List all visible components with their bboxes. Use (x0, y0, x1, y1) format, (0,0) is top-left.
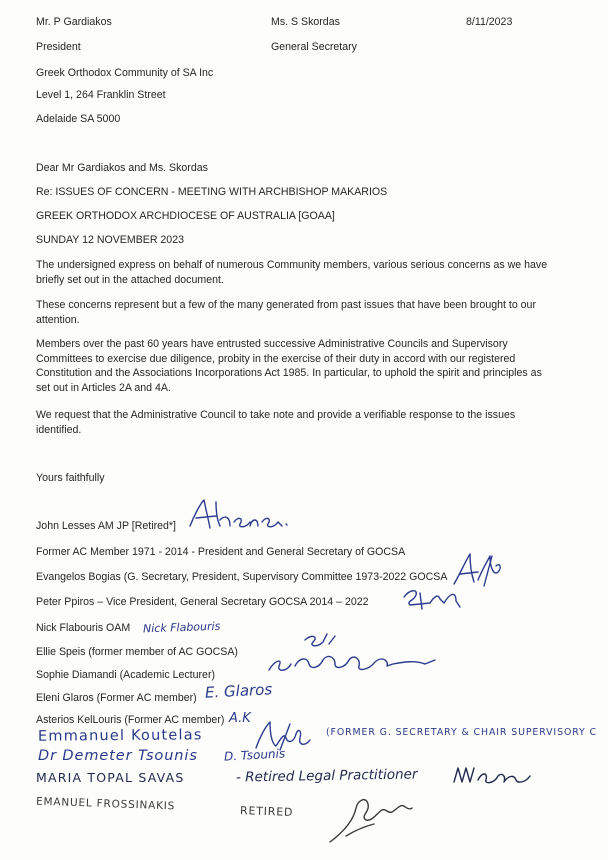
signatory-line: Asterios KelLouris (Former AC member) (36, 714, 225, 726)
signature-tsounis: D. Tsounis (223, 746, 286, 764)
signatory-line: Sophie Diamandi (Academic Lecturer) (36, 669, 215, 681)
sender-name: Mr. P Gardiakos (36, 16, 112, 28)
signature-kelouris: A.K (229, 711, 251, 726)
handwritten-note: - Retired Legal Practitioner (235, 766, 418, 786)
handwritten-name: EMANUEL FROSSINAKIS (35, 795, 176, 813)
signature-flabouris: Nick Flabouris (142, 619, 221, 636)
body-paragraph: We request that the Administrative Council to take note and provide a verifiable response to the issues identified. (36, 409, 516, 436)
body-paragraph: These concerns represent but a few of the many generated from past issues that have been brought to our attention. (36, 299, 536, 326)
signatory-line: Eleni Glaros (Former AC member) (36, 692, 197, 704)
address-line: Adelaide SA 5000 (36, 113, 121, 125)
signatory-line: Evangelos Bogias (G. Secretary, President, Supervisory Committee 1973-2022 GOCSA (36, 571, 448, 583)
signature-speis-diamandi (265, 630, 445, 680)
letter-date: 8/11/2023 (466, 16, 513, 28)
signatory-line: Ellie Speis (former member of AC GOCSA) (36, 646, 238, 658)
subject-line: Re: ISSUES OF CONCERN - MEETING WITH ARCHBISHOP MAKARIOS (36, 186, 388, 198)
handwritten-name: MARIA TOPAL SAVAS (36, 770, 185, 785)
secretary-title: General Secretary (271, 41, 357, 53)
signature-lesses (186, 496, 296, 536)
subject-line: GREEK ORTHODOX ARCHDIOCESE OF AUSTRALIA [GOAA] (36, 210, 335, 222)
signatory-line: John Lesses AM JP [Retired*] (36, 520, 176, 532)
signature-frossinakis (326, 790, 416, 846)
handwritten-name: Dr Demeter Tsounis (38, 748, 198, 764)
signature-ppiros (400, 583, 470, 611)
handwritten-name: Emmanuel Koutelas (37, 727, 203, 745)
address-line: Level 1, 264 Franklin Street (36, 89, 166, 101)
body-paragraph: The undersigned express on behalf of numerous Community members, various serious concerns as we have briefly set out in the attached document. (36, 259, 548, 286)
signatory-line: Peter Ppiros – Vice President, General Secretary GOCSA 2014 – 2022 (36, 596, 369, 608)
signatory-line: Former AC Member 1971 - 2014 - President and General Secretary of GOCSA (36, 546, 406, 558)
subject-line: SUNDAY 12 NOVEMBER 2023 (36, 234, 184, 246)
handwritten-note: (FORMER G. SECRETARY & CHAIR SUPERVISORY C (326, 727, 597, 738)
signature-savas (450, 762, 540, 788)
handwritten-note: RETIRED (239, 804, 294, 819)
address-line: Greek Orthodox Community of SA Inc (36, 67, 214, 79)
signature-glaros: E. Glaros (204, 680, 273, 702)
closing: Yours faithfully (36, 472, 105, 484)
secretary-name: Ms. S Skordas (271, 16, 340, 28)
sender-title: President (36, 41, 81, 53)
body-paragraph: Members over the past 60 years have entrusted successive Administrative Councils and Supervisory Committees to exercise due diligence, probity in the exercise of their duty in accord with our registered Constitution and the Associations Incorporations Act 1985. In particular, to uphold the spirit and principles as set out in Articles 2A and 4A. (36, 338, 542, 394)
salutation: Dear Mr Gardiakos and Ms. Skordas (36, 162, 208, 174)
signatory-line: Nick Flabouris OAM (36, 622, 131, 634)
